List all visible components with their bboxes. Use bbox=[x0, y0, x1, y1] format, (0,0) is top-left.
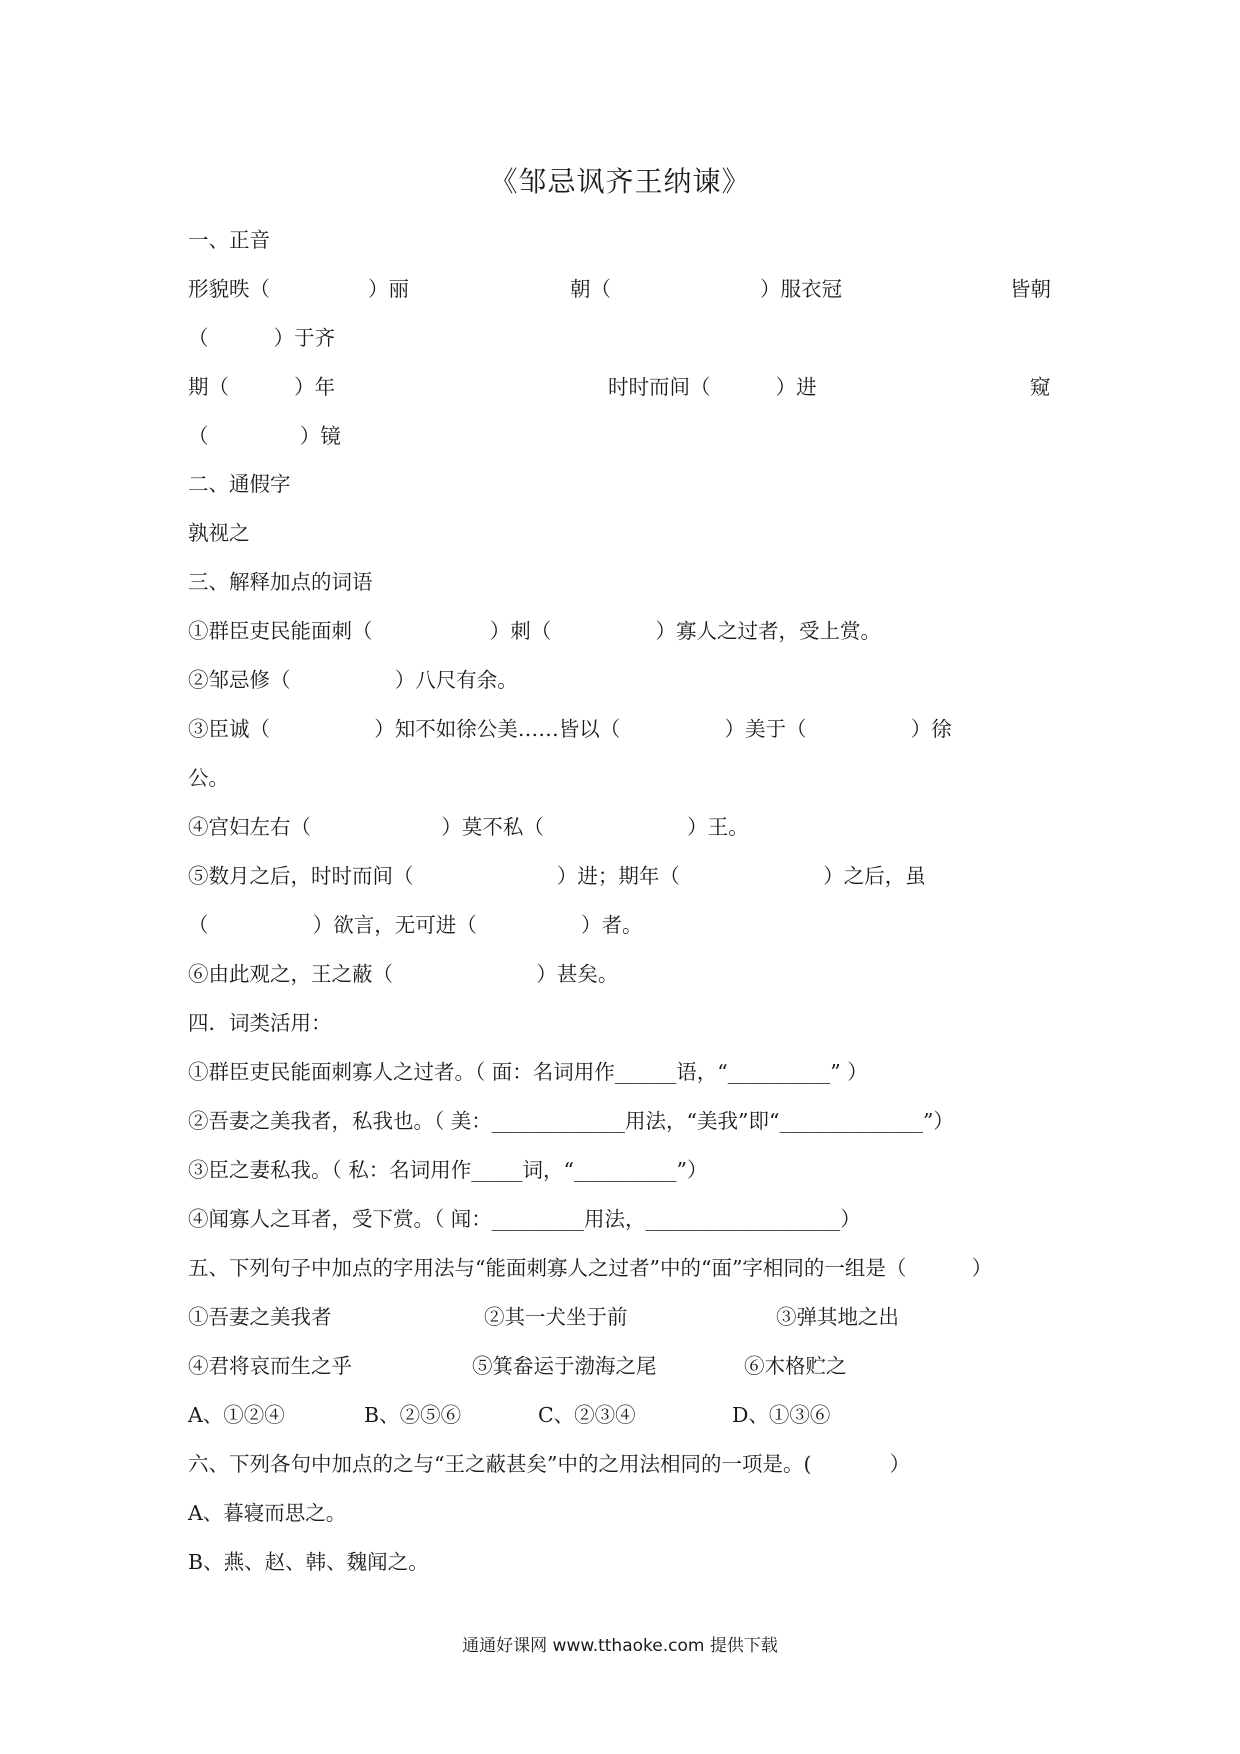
s2-body: 孰视之 bbox=[188, 521, 250, 545]
s5-option-2: ②其一犬坐于前 bbox=[484, 1305, 628, 1329]
section-4-heading: 四．词类活用： bbox=[188, 1011, 332, 1035]
s3-q3-b: 公。 bbox=[188, 766, 229, 790]
s1-row3-c: 窥 bbox=[1030, 375, 1051, 399]
s4-q2: ②吾妻之美我者，私我也。（ 美：_____________用法，“美我”即“______________”） bbox=[188, 1109, 954, 1133]
s3-q5-b: （ ）欲言，无可进（ ）者。 bbox=[188, 913, 643, 937]
s5-choice-c: C、②③④ bbox=[538, 1403, 636, 1427]
s5-choice-a: A、①②④ bbox=[188, 1403, 285, 1427]
s5-choice-d: D、①③⑥ bbox=[732, 1403, 831, 1427]
s1-row3-a: 期（ ）年 bbox=[188, 375, 336, 399]
s6-option-b: B、燕、赵、韩、魏闻之。 bbox=[188, 1550, 429, 1574]
s4-q4: ④闻寡人之耳者，受下赏。（ 闻：_________用法，___________________） bbox=[188, 1207, 861, 1231]
s6-option-a: A、暮寝而思之。 bbox=[188, 1501, 347, 1525]
page-footer: 通通好课网 www.tthaoke.com 提供下载 bbox=[462, 1636, 778, 1656]
s5-option-5: ⑤箕畚运于渤海之尾 bbox=[472, 1354, 657, 1378]
s1-row2: （ ）于齐 bbox=[188, 326, 336, 350]
s3-q2: ②邹忌修（ ）八尺有余。 bbox=[188, 668, 518, 692]
section-5-heading: 五、下列句子中加点的字用法与“能面刺寡人之过者”中的“面”字相同的一组是（ ） bbox=[188, 1256, 993, 1280]
s1-row3-b: 时时而间（ ）进 bbox=[608, 375, 817, 399]
s3-q4: ④宫妇左右（ ）莫不私（ ）王。 bbox=[188, 815, 749, 839]
s1-row1-e: 皆朝 bbox=[1010, 277, 1051, 301]
s1-row1-d: ）服衣冠 bbox=[760, 277, 842, 301]
s5-option-4: ④君将哀而生之乎 bbox=[188, 1354, 352, 1378]
s4-q1: ①群臣吏民能面刺寡人之过者。（ 面：名词用作______语，“__________” ） bbox=[188, 1060, 868, 1084]
s1-row1-c: 朝（ bbox=[570, 277, 611, 301]
s5-option-1: ①吾妻之美我者 bbox=[188, 1305, 332, 1329]
section-3-heading: 三、解释加点的词语 bbox=[188, 570, 373, 594]
s5-choice-b: B、②⑤⑥ bbox=[364, 1403, 462, 1427]
s1-row1-a: 形貌昳（ bbox=[188, 277, 270, 301]
s3-q1: ①群臣吏民能面刺（ ）刺（ ）寡人之过者，受上赏。 bbox=[188, 619, 882, 643]
s3-q6: ⑥由此观之，王之蔽（ ）甚矣。 bbox=[188, 962, 619, 986]
s1-row1-b: ）丽 bbox=[368, 277, 409, 301]
s5-option-3: ③弹其地之出 bbox=[776, 1305, 899, 1329]
section-2-heading: 二、通假字 bbox=[188, 472, 291, 496]
s4-q3: ③臣之妻私我。（ 私：名词用作_____词，“__________”） bbox=[188, 1158, 708, 1182]
s3-q5-a: ⑤数月之后，时时而间（ ）进；期年（ ）之后，虽 bbox=[188, 864, 926, 888]
s5-option-6: ⑥木格贮之 bbox=[744, 1354, 847, 1378]
section-1-heading: 一、正音 bbox=[188, 228, 270, 252]
s1-row4: （ ）镜 bbox=[188, 424, 341, 448]
page-title: 《邹忌讽齐王纳谏》 bbox=[489, 165, 751, 198]
s3-q3-a: ③臣诚（ ）知不如徐公美……皆以（ ）美于（ ）徐 bbox=[188, 717, 952, 741]
section-6-heading: 六、下列各句中加点的之与“王之蔽甚矣”中的之用法相同的一项是。( ） bbox=[188, 1452, 911, 1476]
